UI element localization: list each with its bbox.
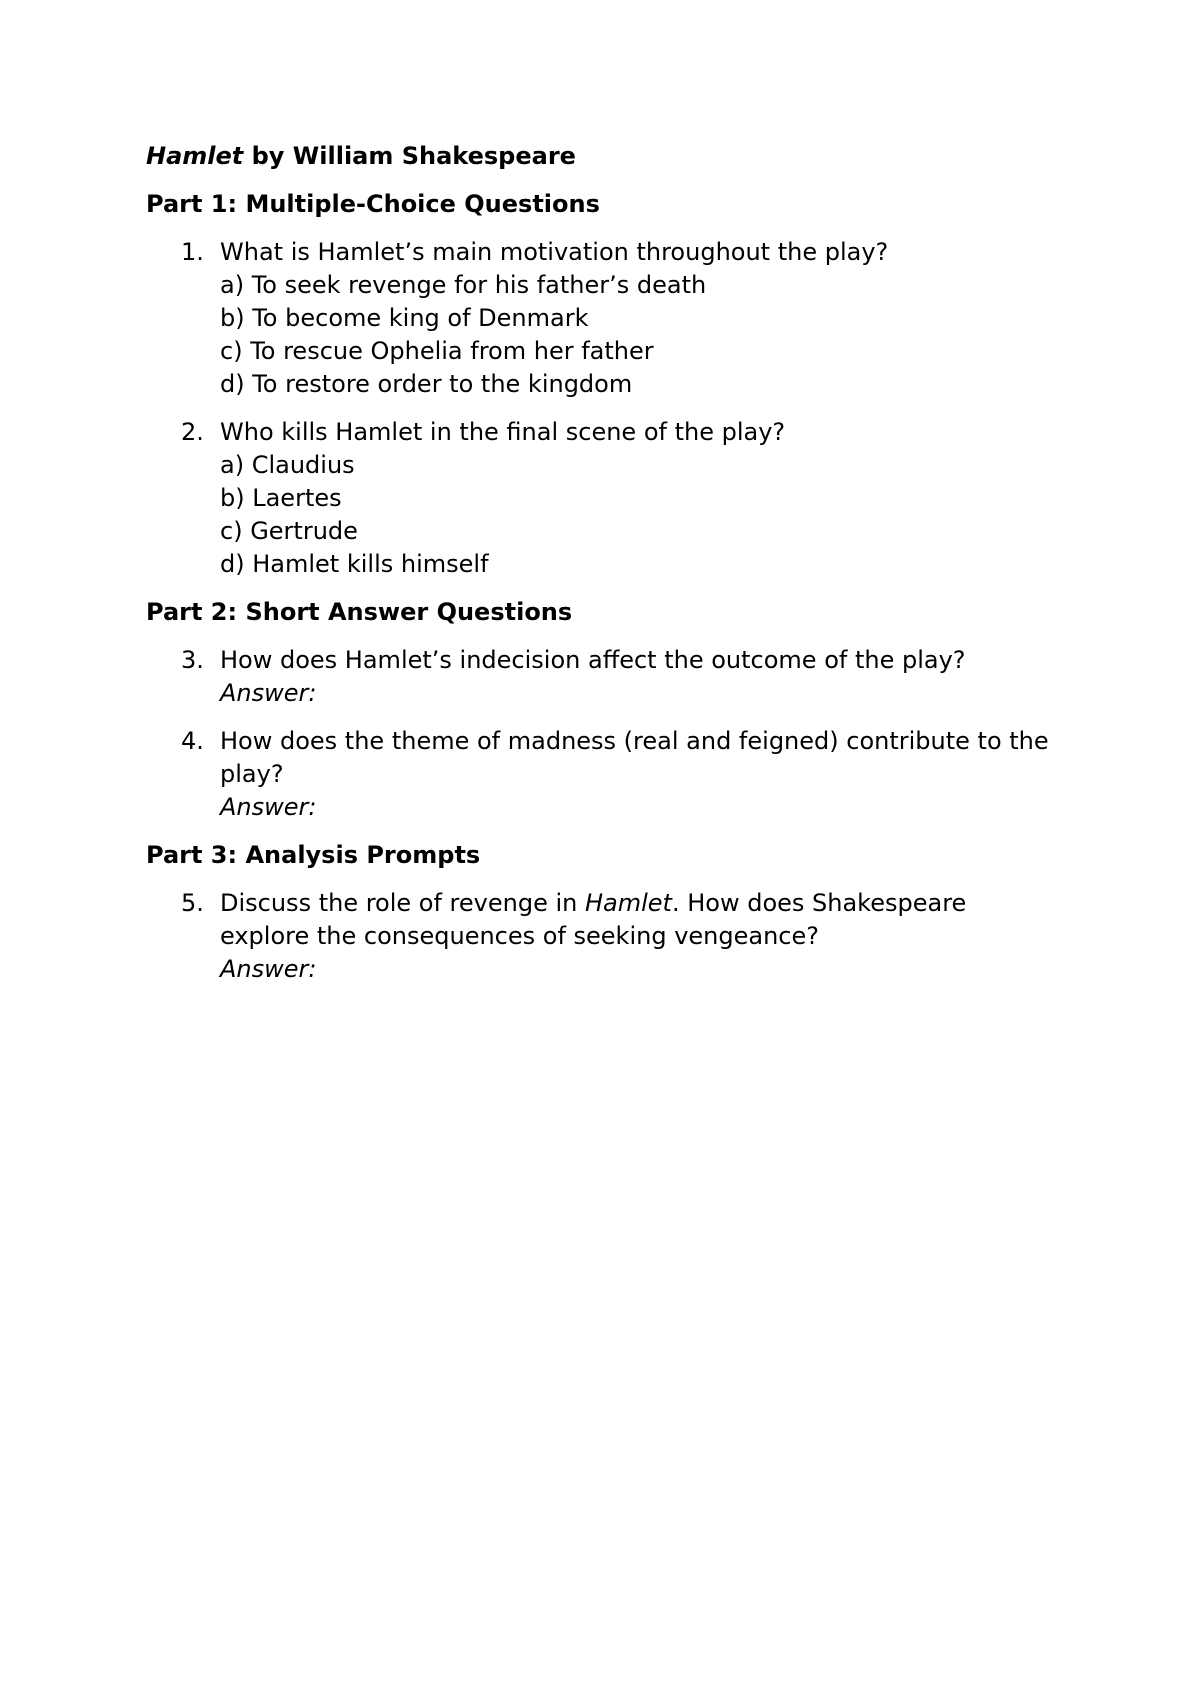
question-5	[146, 887, 1086, 986]
part-1-heading: Part 1: Multiple-Choice Questions	[146, 190, 600, 218]
option-a: a) Claudius	[220, 451, 355, 479]
document-title	[146, 140, 1086, 173]
question-number: 2.	[181, 418, 204, 446]
option-b: b) Laertes	[220, 484, 342, 512]
option-a: a) To seek revenge for his father’s death	[220, 271, 707, 299]
question-text-line-1	[220, 887, 1086, 920]
question-text-line-2: explore the consequences of seeking vengeance?	[220, 922, 819, 950]
question-number: 4.	[181, 727, 204, 755]
question-3	[146, 644, 1086, 710]
question-text-italic-title: Hamlet	[584, 889, 672, 917]
question-text-post: . How does Shakespeare	[671, 889, 967, 917]
question-4	[146, 725, 1086, 824]
question-text-line-1: How does the theme of madness (real and feigned) contribute to the	[220, 727, 1049, 755]
option-c: c) Gertrude	[220, 517, 358, 545]
question-text-line-2: play?	[220, 760, 284, 788]
question-number: 3.	[181, 646, 204, 674]
title-byline: by William Shakespeare	[243, 142, 576, 170]
option-d: d) Hamlet kills himself	[220, 550, 489, 578]
part-3-heading: Part 3: Analysis Prompts	[146, 841, 481, 869]
question-text: What is Hamlet’s main motivation throughout the play?	[220, 238, 889, 266]
option-d: d) To restore order to the kingdom	[220, 370, 633, 398]
answer-label: Answer:	[220, 793, 317, 821]
document-body	[146, 140, 1086, 1001]
question-number: 5.	[181, 889, 204, 917]
answer-label: Answer:	[220, 955, 317, 983]
part-2-heading: Part 2: Short Answer Questions	[146, 598, 573, 626]
question-text: Who kills Hamlet in the final scene of the play?	[220, 418, 786, 446]
title-work: Hamlet	[146, 142, 244, 170]
question-2	[146, 416, 1086, 581]
question-1	[146, 236, 1086, 401]
question-text: How does Hamlet’s indecision affect the outcome of the play?	[220, 646, 966, 674]
answer-label: Answer:	[220, 679, 317, 707]
option-b: b) To become king of Denmark	[220, 304, 589, 332]
option-c: c) To rescue Ophelia from her father	[220, 337, 654, 365]
question-text-pre: Discuss the role of revenge in	[220, 889, 585, 917]
question-number: 1.	[181, 238, 204, 266]
